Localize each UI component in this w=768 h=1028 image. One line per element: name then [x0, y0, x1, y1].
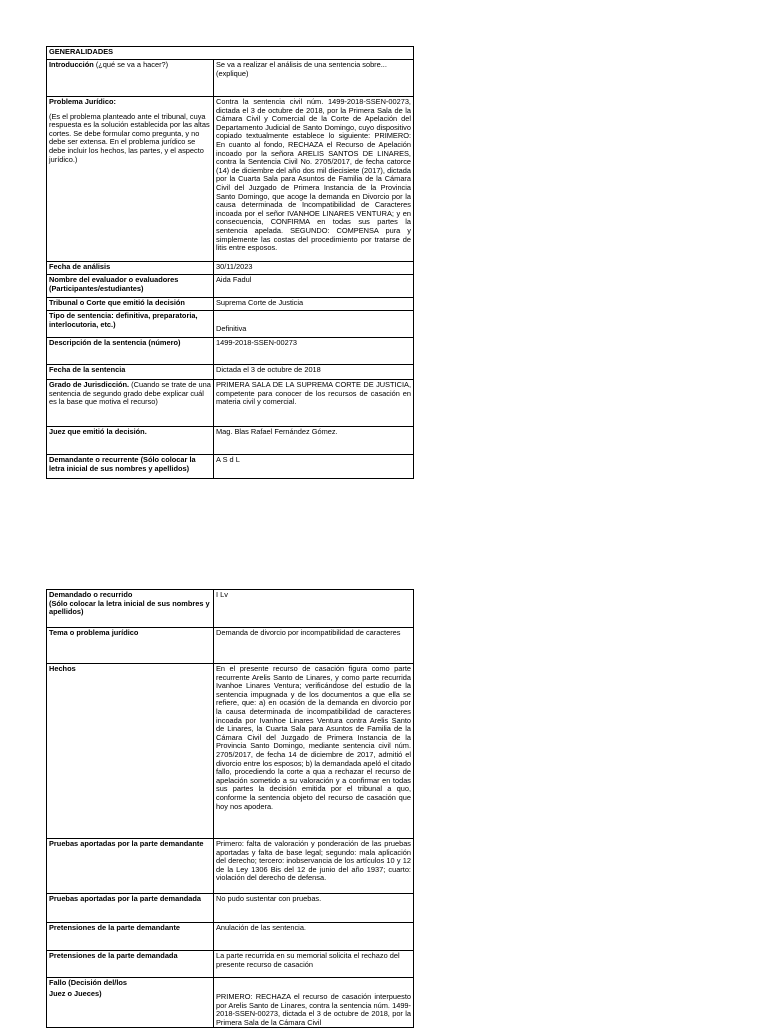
section-header: GENERALIDADES: [47, 47, 414, 60]
tipo-label: Tipo de sentencia: definitiva, preparatoria, interlocutoria, etc.): [47, 311, 214, 338]
problema-label: Problema Jurídico:: [49, 97, 116, 106]
demandado-hint: (Sólo colocar la letra inicial de sus nombres y apellidos): [49, 598, 210, 617]
table-row: [47, 590, 414, 628]
tribunal-value: Suprema Corte de Justicia: [214, 298, 414, 311]
grado-hint: (Cuando se trate de una sentencia de segundo grado debe explicar cuál es la base que motiva el recurso): [49, 380, 211, 407]
table-row: [47, 380, 414, 427]
table-row: [47, 365, 414, 380]
table-row: [47, 628, 414, 664]
table-row: [47, 894, 414, 923]
fecha-sentencia-value: Dictada el 3 de octubre de 2018: [214, 365, 414, 380]
table-row: [47, 951, 414, 978]
descripcion-value: 1499-2018-SSEN-00273: [214, 338, 414, 365]
table-row: [47, 427, 414, 455]
fecha-analisis-label: Fecha de análisis: [47, 262, 214, 275]
table-row: [47, 275, 414, 298]
fallo-value-cell: [214, 978, 414, 1028]
demandado-label: Demandado o recurrido: [49, 590, 133, 599]
pruebas-demandante-label: Pruebas aportadas por la parte demandante: [47, 839, 214, 894]
fallo-label-cell: [47, 978, 214, 1028]
generalidades-table: [46, 46, 414, 479]
problema-value: Contra la sentencia civil núm. 1499-2018-SSEN-00273, dictada el 3 de octubre de 2018, por la Primera Sala de la Cámara Civil y Comercial de la Corte de Apelación del Departamento Judicial de Santo Domingo, cuyo dispositivo copiado textualmente establece lo siguiente: PRIMERO: En cuanto al fondo, RECHAZA el Recurso de Apelación incoado por la señora ARELIS SANTOS DE LINARES, contra la Sentencia Civil No. 2705/2017, de fecha catorce (14) de diciembre del año dos mil diecisiete (2017), dictada por la Cuarta Sala para Asuntos de Familia de la Cámara Civil del Juzgado de Primera Instancia de la Provincia Santo Domingo, que acoge la demanda en Divorcio por la causa determinada de Incompatibilidad de Caracteres incoada por el señor IVANHOE LINARES VENTURA; y en consecuencia, CONFIRMA en todas sus partes la sentencia apelada. SEGUNDO: COMPENSA pura y simplemente las costas del procedimiento por tratarse de litis entre esposos.: [214, 97, 414, 262]
demandante-label: Demandante o recurrente (Sólo colocar la letra inicial de sus nombres y apellidos): [47, 455, 214, 479]
intro-hint: (¿qué se va a hacer?): [95, 60, 169, 69]
pretensiones-demandante-label: Pretensiones de la parte demandante: [47, 923, 214, 951]
intro-value: Se va a realizar el análisis de una sentencia sobre... (explique): [214, 60, 414, 97]
tema-value: Demanda de divorcio por incompatibilidad de caracteres: [214, 628, 414, 664]
table-row: [47, 311, 414, 338]
evaluador-value: Aida Fadul: [214, 275, 414, 298]
fallo-value: PRIMERO: RECHAZA el recurso de casación interpuesto por Arelis Santo de Linares, contra la sentencia núm. 1499-2018-SSEN-00273, dictada el 3 de octubre de 2018, por la Primera Sala de la Cámara Civil: [216, 992, 411, 1027]
tema-label: Tema o problema jurídico: [47, 628, 214, 664]
fecha-analisis-value: 30/11/2023: [214, 262, 414, 275]
pruebas-demandante-value: Primero: falta de valoración y ponderación de las pruebas aportadas y falta de base legal; segundo: mala aplicación del derecho; tercero: inobservancia de los artículos 10 y 12 de la Ley 1306 Bis del 12 de junio del año 1937; cuarto: violación del derecho de defensa.: [214, 839, 414, 894]
tribunal-label: Tribunal o Corte que emitió la decisión: [47, 298, 214, 311]
demandado-label-cell: [47, 590, 214, 628]
pretensiones-demandada-value: La parte recurrida en su memorial solicita el rechazo del presente recurso de casación: [214, 951, 414, 978]
table-row: [47, 923, 414, 951]
table-row: [47, 47, 414, 60]
demandado-value: I Lv: [214, 590, 414, 628]
detalles-table: [46, 589, 414, 1028]
grado-label-cell: [47, 380, 214, 427]
grado-label: Grado de Jurisdicción.: [49, 380, 130, 389]
pretensiones-demandada-label: Pretensiones de la parte demandada: [47, 951, 214, 978]
hechos-label: Hechos: [47, 664, 214, 839]
table-row: [47, 839, 414, 894]
table-row: [47, 60, 414, 97]
tipo-value: Definitiva: [214, 311, 414, 338]
juez-value: Mag. Blas Rafael Fernández Gómez.: [214, 427, 414, 455]
pruebas-demandada-value: No pudo sustentar con pruebas.: [214, 894, 414, 923]
table-row: [47, 978, 414, 1028]
intro-label: Introducción: [49, 60, 94, 69]
table-row: [47, 455, 414, 479]
descripcion-label: Descripción de la sentencia (número): [47, 338, 214, 365]
table-row: [47, 298, 414, 311]
fallo-label-2: Juez o Jueces): [49, 988, 102, 998]
problema-hint: (Es el problema planteado ante el tribunal, cuya respuesta es la solución establecida por las altas cortes. Se debe formular como pregunta, y no debe ser extensa. En el problema jurídico se debe incluir los hechos, las partes, y el aspecto jurídico.): [49, 111, 210, 164]
table-row: [47, 664, 414, 839]
table-row: [47, 338, 414, 365]
problema-label-cell: [47, 97, 214, 262]
juez-label: Juez que emitió la decisión.: [47, 427, 214, 455]
table-row: [47, 262, 414, 275]
demandante-value: A S d L: [214, 455, 414, 479]
fallo-label: Fallo (Decisión del/los: [49, 978, 128, 987]
pruebas-demandada-label: Pruebas aportadas por la parte demandada: [47, 894, 214, 923]
table-row: [47, 97, 414, 262]
pretensiones-demandante-value: Anulación de las sentencia.: [214, 923, 414, 951]
fecha-sentencia-label: Fecha de la sentencia: [47, 365, 214, 380]
intro-label-cell: [47, 60, 214, 97]
evaluador-label: Nombre del evaluador o evaluadores (Participantes/estudiantes): [47, 275, 214, 298]
hechos-value: En el presente recurso de casación figura como parte recurrente Arelis Santo de Linares, y como parte recurrida Ivanhoe Linares Ventura; verificándose del estudio de la sentencia impugnada y de los documentos a que ella se refiere, que: a) en ocasión de la demanda en divorcio por la causa determinada de incompatibilidad de caracteres incoada por Ivanhoe Linares Ventura contra Arelis Santo de Linares, la Cuarta Sala para Asuntos de Familia de la Cámara Civil del Juzgado de Primera Instancia de la Provincia Santo Domingo, mediante sentencia civil núm. 2705/2017, de fecha 14 de diciembre de 2017, admitió el divorcio entre los esposos; b) la demandada apeló el citado fallo, procediendo la corte a qua a rechazar el recurso de apelación sometido a su valoración y a confirmar en todas sus partes la decisión emitida por el tribunal a quo, conforme la sentencia objeto del recurso de casación que hoy nos apodera.: [214, 664, 414, 839]
grado-value: PRIMERA SALA DE LA SUPREMA CORTE DE JUSTICIA, competente para conocer de los recursos de casación en materia civil y comercial.: [214, 380, 414, 427]
